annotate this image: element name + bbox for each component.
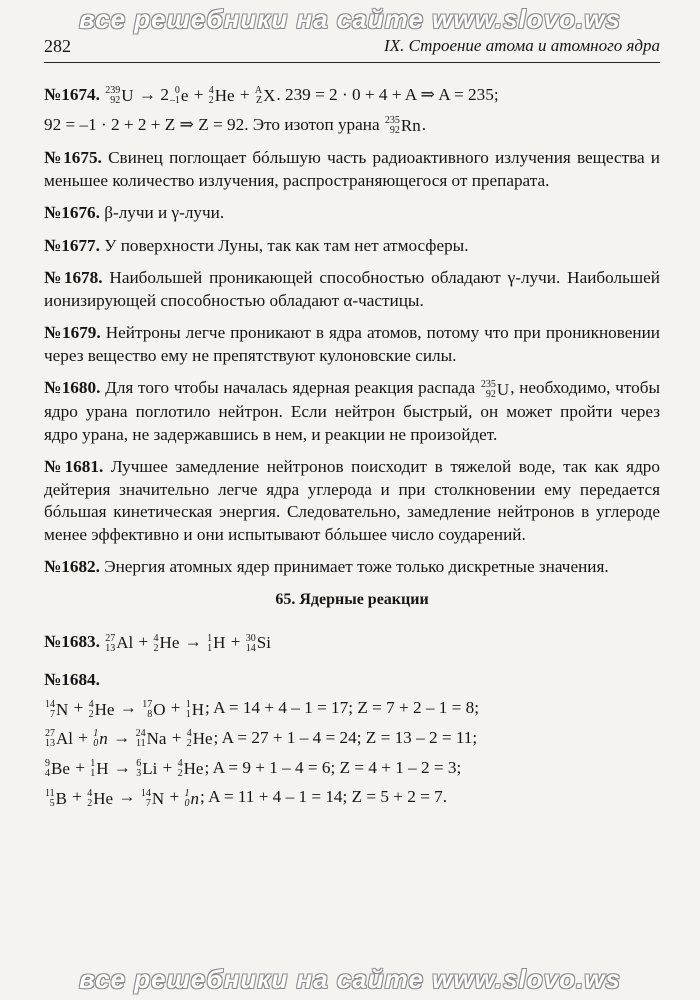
- element-symbol: Si: [256, 633, 271, 653]
- mass-number: A: [254, 85, 263, 97]
- answer-text: У поверхности Луны, так как там нет атмосферы.: [104, 235, 469, 255]
- charge-number: 4: [45, 768, 50, 780]
- mass-number: 1: [184, 787, 190, 799]
- answer-text: , необходимо, чтобы ядро урана поглотило нейтрон. Если нейтрон быстрый, он может пройти через ядро урана, не задержавшись в нем, и реакции не произойдет.: [44, 378, 661, 444]
- element-symbol: Al: [56, 729, 73, 749]
- chapter-title: IX. Строение атома и атомного ядра: [384, 36, 660, 55]
- nuclide-indices: [481, 380, 496, 400]
- period: .: [421, 114, 427, 134]
- nuclide-h1: [186, 698, 204, 721]
- nuclide-indices: [136, 759, 141, 779]
- mass-number: 6: [136, 758, 142, 770]
- nuclide-rn235: [385, 114, 421, 137]
- section-title: 65. Ядерные реакции: [275, 590, 429, 608]
- mass-number: 17: [142, 698, 153, 710]
- nuclide-he4: [209, 84, 235, 107]
- nuclide-indices: [154, 634, 159, 654]
- element-symbol: e: [180, 86, 189, 106]
- charge-number: Z: [256, 95, 263, 107]
- problem-1683: [44, 631, 660, 655]
- problem-1681: [44, 456, 660, 546]
- problem-number: №1683.: [44, 632, 100, 652]
- problem-number: №1679.: [44, 323, 101, 343]
- problem-1682: [44, 556, 660, 579]
- plus-sign: +: [73, 698, 84, 718]
- nuclide-indices: [87, 789, 92, 809]
- nuclide-indices: [89, 700, 94, 720]
- element-symbol: N: [151, 788, 165, 808]
- element-symbol: X: [263, 86, 276, 106]
- element-symbol: He: [94, 699, 115, 719]
- watermark-bottom: все решебники на сайте www.slovo.ws: [79, 964, 621, 994]
- charge-number: 2: [153, 642, 159, 654]
- plus-sign: +: [72, 787, 82, 807]
- answer-text: β-лучи и γ-лучи.: [104, 203, 225, 223]
- mass-number: 11: [45, 787, 55, 799]
- nuclide-indices: [187, 729, 192, 749]
- equation-text: 92 = –1 · 2 + 2 + Z ⇒ Z = 92. Это изотоп урана: [44, 114, 380, 134]
- nuclide-h1: [207, 631, 225, 654]
- mass-number: 1: [185, 698, 191, 710]
- charge-number: 2: [88, 708, 94, 720]
- problem-number: №1684.: [44, 669, 100, 689]
- plus-sign: +: [230, 632, 241, 652]
- nuclide-electron: [170, 84, 189, 107]
- charge-number: 13: [105, 642, 116, 654]
- element-symbol: He: [214, 86, 235, 106]
- nuclide-indices: [45, 759, 50, 779]
- charge-number: 1: [185, 708, 191, 720]
- charge-number: 13: [45, 738, 55, 750]
- nuclide-indices: [93, 729, 98, 749]
- mass-number: 27: [45, 728, 55, 740]
- mass-number: 4: [153, 632, 159, 644]
- mass-number: 4: [88, 698, 94, 710]
- problem-number: №1682.: [44, 557, 100, 577]
- nuclide-he4: [89, 698, 115, 721]
- element-symbol: B: [55, 788, 67, 808]
- nuclide-indices: [207, 634, 212, 654]
- problem-number: №1680.: [44, 378, 101, 398]
- plus-sign: +: [171, 727, 182, 747]
- mass-number: 239: [105, 85, 121, 97]
- nuclide-he4: [187, 727, 213, 750]
- problem-1678: [44, 267, 660, 312]
- element-symbol: U: [121, 86, 134, 106]
- charge-number: 92: [485, 388, 496, 400]
- nuclide-li6: [136, 757, 157, 780]
- page-number: 282: [44, 36, 71, 56]
- arrow: →: [113, 727, 131, 747]
- element-symbol: Rn: [400, 115, 421, 135]
- nuclide-na24: [136, 727, 167, 750]
- plus-sign: +: [193, 85, 204, 104]
- element-symbol: n: [190, 788, 199, 808]
- charge-number: –1: [169, 95, 180, 107]
- charge-number: 2: [186, 738, 192, 750]
- charge-number: 11: [135, 738, 146, 750]
- nuclide-indices: [105, 634, 115, 654]
- charge-number: 2: [87, 797, 93, 809]
- element-symbol: He: [192, 729, 213, 749]
- charge-number: 7: [145, 797, 151, 809]
- nuclide-neutron: [93, 727, 108, 750]
- nuclide-indices: [385, 116, 400, 136]
- nuclide-indices: [178, 759, 183, 779]
- problem-number: №1677.: [44, 235, 100, 255]
- nuclide-u239: [105, 84, 133, 107]
- mass-number: 1: [93, 728, 99, 740]
- element-symbol: H: [191, 699, 205, 719]
- charge-number: 5: [49, 797, 55, 809]
- nuclide-indices: [186, 700, 191, 720]
- mass-number: 0: [174, 85, 180, 97]
- arrow: →: [118, 787, 136, 807]
- charge-number: 7: [50, 708, 55, 720]
- nuclide-al27: [45, 727, 73, 750]
- element-symbol: Al: [116, 633, 134, 653]
- reaction-1: [44, 697, 660, 721]
- problem-number: №1674.: [44, 85, 100, 104]
- answer-text: Лучшее замедление нейтронов поисходит в тяжелой воде, так как ядро дейтерия значительно легче ядра углерода и при столкновении ему передается бóльшая кинетическая энергия. Следовательно, замедление нейтронов в углероде менее эффективно и они испытывают бóльшее число соударений.: [44, 457, 660, 544]
- nuclide-indices: [170, 86, 180, 106]
- answer-text: Свинец поглощает бóльшую часть радиоактивного излучения вещества и меньшее количество излучения, распространяющегося от препарата.: [44, 148, 661, 190]
- mass-number: 4: [177, 758, 183, 770]
- mass-number: 14: [140, 787, 151, 799]
- arrow: →: [119, 698, 137, 718]
- charge-number: 8: [147, 708, 153, 720]
- element-symbol: H: [213, 633, 226, 653]
- charge-number: 0: [93, 738, 99, 750]
- mass-number: 4: [208, 85, 214, 97]
- equation-text: ; A = 11 + 4 – 1 = 14; Z = 5 + 2 = 7.: [199, 787, 448, 807]
- nuclide-indices: [141, 789, 151, 809]
- equation-text: ; A = 27 + 1 – 4 = 24; Z = 13 – 2 = 11;: [213, 727, 478, 747]
- mass-number: 1: [90, 758, 96, 770]
- charge-number: 2: [177, 768, 183, 780]
- equation-text: . 239 = 2 · 0 + 4 + A ⇒ A = 235;: [276, 85, 499, 104]
- nuclide-b11: [45, 787, 67, 810]
- element-symbol: O: [153, 699, 166, 719]
- problem-number: №1678.: [44, 268, 103, 288]
- charge-number: 92: [110, 95, 121, 107]
- charge-number: 92: [389, 125, 400, 137]
- nuclide-indices: [45, 729, 55, 749]
- page-header: [44, 36, 660, 63]
- nuclide-indices: [142, 700, 152, 720]
- element-symbol: N: [56, 699, 69, 719]
- problem-1675: [44, 147, 660, 192]
- nuclide-al27: [105, 631, 133, 654]
- mass-number: 235: [480, 378, 496, 390]
- arrow: →: [113, 757, 131, 777]
- answer-text: Наибольшей проникающей способностью обладают γ-лучи. Наибольшей ионизирующей способностью обладают α-частицы.: [44, 268, 660, 310]
- problem-1676: [44, 202, 660, 225]
- mass-number: 235: [384, 115, 400, 127]
- nuclide-indices: [246, 634, 256, 654]
- reaction-4: [44, 786, 660, 810]
- problem-number: №1676.: [44, 203, 100, 223]
- answer-text: Нейтроны легче проникают в ядра атомов, потому что при проникновении через вещество ему не препятствуют кулоновские силы.: [44, 323, 660, 365]
- nuclide-x: [255, 84, 276, 107]
- element-symbol: Be: [51, 758, 70, 778]
- element-symbol: He: [93, 788, 114, 808]
- mass-number: 24: [135, 728, 146, 740]
- charge-number: 3: [136, 768, 142, 780]
- nuclide-he4: [154, 631, 180, 654]
- element-symbol: H: [96, 758, 109, 778]
- answer-text: Энергия атомных ядер принимает тоже только дискретные значения.: [104, 557, 609, 577]
- page-content: [44, 84, 660, 816]
- problem-1677: [44, 235, 660, 258]
- element-symbol: He: [183, 758, 204, 778]
- charge-number: 0: [184, 797, 190, 809]
- nuclide-si30: [246, 631, 271, 654]
- mass-number: 27: [105, 632, 116, 644]
- nuclide-indices: [136, 729, 146, 749]
- mass-number: 9: [45, 758, 50, 770]
- nuclide-be9: [45, 757, 70, 780]
- nuclide-indices: [45, 789, 55, 809]
- mass-number: 4: [186, 728, 192, 740]
- mass-number: 30: [245, 632, 256, 644]
- plus-sign: +: [75, 757, 85, 777]
- element-symbol: n: [99, 729, 108, 749]
- nuclide-n14: [141, 787, 164, 810]
- nuclide-n14: [45, 698, 68, 721]
- mass-number: 14: [45, 698, 55, 710]
- nuclide-he4: [87, 787, 113, 810]
- plus-sign: +: [170, 698, 181, 718]
- equation-text: ; A = 9 + 1 – 4 = 6; Z = 4 + 1 – 2 = 3;: [204, 757, 462, 777]
- element-symbol: U: [496, 379, 510, 399]
- problem-1679: [44, 322, 660, 367]
- nuclide-o17: [142, 698, 165, 721]
- arrow: →: [184, 632, 202, 652]
- answer-text: Для того чтобы началась ядерная реакция распада: [105, 378, 476, 398]
- plus-sign: +: [162, 757, 173, 777]
- nuclide-neutron: [184, 787, 199, 810]
- nuclide-indices: [209, 86, 214, 106]
- charge-number: 1: [90, 768, 96, 780]
- nuclide-indices: [45, 700, 55, 720]
- problem-1684: [44, 669, 660, 810]
- mass-number: 4: [87, 787, 93, 799]
- watermark-top: все решебники на сайте www.slovo.ws: [79, 4, 621, 34]
- arrow-text: → 2: [138, 85, 169, 104]
- problem-number: №1681.: [44, 457, 104, 477]
- element-symbol: He: [159, 633, 180, 653]
- element-symbol: Na: [146, 729, 167, 749]
- nuclide-u235: [481, 378, 509, 401]
- charge-number: 2: [208, 95, 214, 107]
- plus-sign: +: [169, 787, 180, 807]
- plus-sign: +: [239, 85, 250, 104]
- problem-1680: [44, 377, 660, 446]
- nuclide-h1: [90, 757, 108, 780]
- problem-1674: [44, 84, 660, 137]
- equation-text: ; A = 14 + 4 – 1 = 17; Z = 7 + 2 – 1 = 8;: [205, 698, 480, 718]
- plus-sign: +: [78, 727, 88, 747]
- element-symbol: Li: [142, 758, 158, 778]
- nuclide-indices: [184, 789, 189, 809]
- nuclide-indices: [105, 86, 120, 106]
- nuclide-indices: [255, 86, 262, 106]
- charge-number: 1: [207, 642, 213, 654]
- charge-number: 14: [245, 642, 256, 654]
- mass-number: 1: [207, 632, 213, 644]
- reaction-3: [44, 757, 660, 781]
- nuclide-he4: [178, 757, 204, 780]
- problem-number: №1675.: [44, 148, 102, 168]
- nuclide-indices: [90, 759, 95, 779]
- plus-sign: +: [138, 632, 149, 652]
- reaction-2: [44, 727, 660, 751]
